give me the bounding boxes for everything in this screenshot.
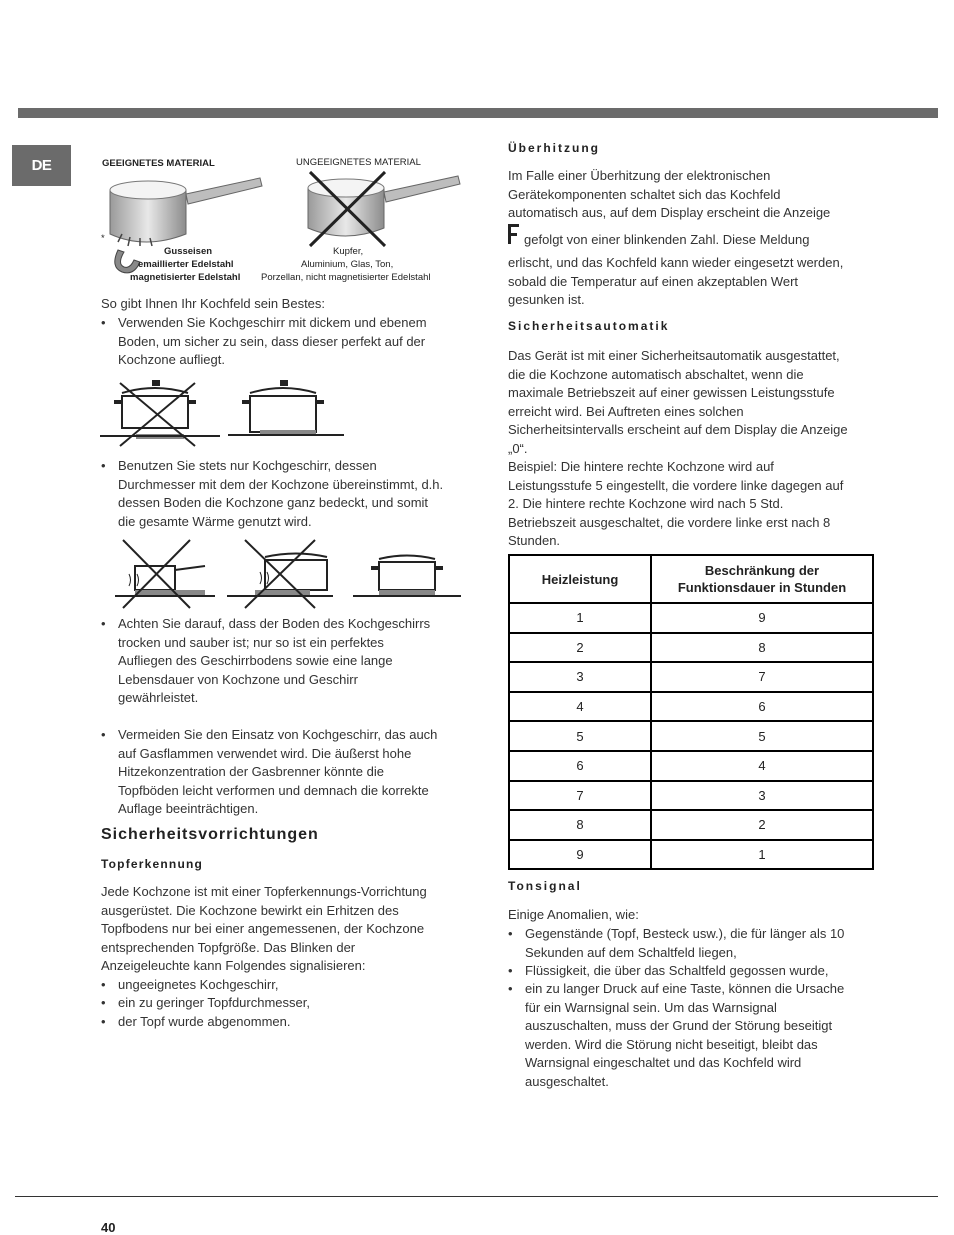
- table-row: 9 1: [509, 840, 873, 870]
- table-header-heat-level: Heizleistung: [509, 555, 651, 603]
- table-header-limit: Beschränkung der Funktionsdauer in Stunden: [651, 555, 873, 603]
- list-item: • Gegenstände (Topf, Besteck usw.), die für länger als 10 Sekunden auf dem Schaltfeld liegen,: [508, 926, 845, 960]
- display-f-symbol-icon: [508, 224, 520, 244]
- header-bar: [18, 108, 938, 118]
- overheat-paragraph-2: erlischt, und das Kochfeld kann wieder eingesetzt werden, sobald die Temperatur auf einen akzeptablen Wert gesunken ist.: [508, 255, 844, 307]
- suitable-line-1: Gusseisen: [164, 246, 213, 257]
- unsuitable-pan-illustration: [300, 170, 465, 250]
- table-row: 7 3: [509, 781, 873, 811]
- suitable-line-2: emaillierter Edelstahl: [138, 259, 234, 270]
- unsuitable-line-2: Aluminium, Glas, Ton,: [301, 259, 394, 270]
- pot-diameter-illustration: [115, 538, 465, 610]
- heading-tone: Tonsignal: [508, 879, 582, 893]
- tone-intro: Einige Anomalien, wie:: [508, 907, 639, 922]
- overheat-paragraph: Im Falle einer Überhitzung der elektronischen Gerätekomponenten schaltet sich das Kochfeld automatisch aus, auf dem Display erscheint die Anzeige: [508, 168, 831, 220]
- table-row: 5 5: [509, 721, 873, 751]
- page-number: 40: [101, 1220, 116, 1235]
- unsuitable-line-3: Porzellan, nicht magnetisierter Edelstahl: [261, 272, 431, 283]
- list-item: • Benutzen Sie stets nur Kochgeschirr, dessen Durchmesser mit dem der Kochzone übereinstimmt, d.h. dessen Boden die Kochzone ganz bedeckt, und somit die gesamte Wärme genutzt wird.: [101, 458, 444, 529]
- suitable-material-title: GEEIGNETES MATERIAL: [102, 158, 215, 169]
- list-item: • ungeeignetes Kochgeschirr,: [101, 977, 279, 992]
- table-row: 3 7: [509, 662, 873, 692]
- list-item: • Flüssigkeit, die über das Schaltfeld gegossen wurde,: [508, 963, 829, 978]
- sub-title-pot-detection: Topferkennung: [101, 857, 204, 871]
- section-title: Sicherheitsvorrichtungen: [101, 826, 319, 843]
- overheat-symbol-line: gefolgt von einer blinkenden Zahl. Diese Meldung: [524, 232, 810, 247]
- unsuitable-line-1: Kupfer,: [333, 246, 364, 257]
- safety-paragraph: Das Gerät ist mit einer Sicherheitsautomatik ausgestattet, die die Kochzone automatisch abschaltet, wenn die maximale Betriebszeit auf einer gewissen Leistungsstufe erreicht wird. Bei Auftreten eines solchen Sicherheitsintervalls erscheint auf dem Display die Anzeige „0“. Beispiel: Die hintere rechte Kochzone wird auf Leistungsstufe 5 eingestellt, die vordere linke dagegen auf 2. Die hintere rechte Kochzone wird nach 5 Std. Betriebszeit ausgeschaltet, die vordere linke erst nach 8 Stunden.: [508, 348, 848, 548]
- unsuitable-material-title: UNGEEIGNETES MATERIAL: [296, 157, 421, 168]
- suitable-asterisk: *: [101, 233, 105, 244]
- table-row: 8 2: [509, 810, 873, 840]
- suitable-line-3: magnetisierter Edelstahl: [130, 272, 241, 283]
- table-row: 1 9: [509, 603, 873, 633]
- language-tab: DE: [12, 145, 71, 186]
- heading-overheat: Überhitzung: [508, 141, 600, 155]
- limit-table: [508, 554, 874, 870]
- table-row: 6 4: [509, 751, 873, 781]
- list-item: • ein zu geringer Topfdurchmesser,: [101, 995, 310, 1010]
- list-item: • Vermeiden Sie den Einsatz von Kochgeschirr, das auch auf Gasflammen verwendet wird. Die äußerst hohe Hitzekonzentration der Gasbrenner könnte die Topfböden leicht verformen und demnach die korrekte Auflage beeinträchtigen.: [101, 727, 438, 816]
- pot-flat-bottom-illustration: [100, 378, 350, 448]
- heading-safety: Sicherheitsautomatik: [508, 319, 670, 333]
- list-item: • ein zu langer Druck auf eine Taste, können die Ursache für ein Warnsignal sein. Um das Warnsignal auszuschalten, muss der Grund der Störung beseitigt werden. Wird die Störung nicht beseitigt, bleibt das Warnsignal eingeschaltet und das Kochfeld wird ausgeschaltet.: [508, 981, 845, 1089]
- table-row: 4 6: [509, 692, 873, 722]
- pot-detection-paragraph: Jede Kochzone ist mit einer Topferkennungs-Vorrichtung ausgerüstet. Die Kochzone bewirkt ein Erhitzen des Topfbodens nur bei einer angemessenen, der Kochzone entsprechenden Topfgröße. Das Blinken der Anzeigeleuchte kann Folgendes signalisieren:: [101, 884, 427, 973]
- footer-rule: [15, 1196, 938, 1197]
- list-item: • der Topf wurde abgenommen.: [101, 1014, 291, 1029]
- intro-text: So gibt Ihnen Ihr Kochfeld sein Bestes:: [101, 296, 326, 311]
- list-item: • Achten Sie darauf, dass der Boden des Kochgeschirrs trocken und sauber ist; nur so ist ein perfektes Aufliegen des Geschirrbodens sowie eine lange Lebensdauer von Kochzone und Geschirr gewährleistet.: [101, 616, 431, 705]
- list-item: • Verwenden Sie Kochgeschirr mit dickem und ebenem Boden, um sicher zu sein, dass dieser perfekt auf der Kochzone aufliegt.: [101, 315, 427, 367]
- table-row: 2 8: [509, 633, 873, 663]
